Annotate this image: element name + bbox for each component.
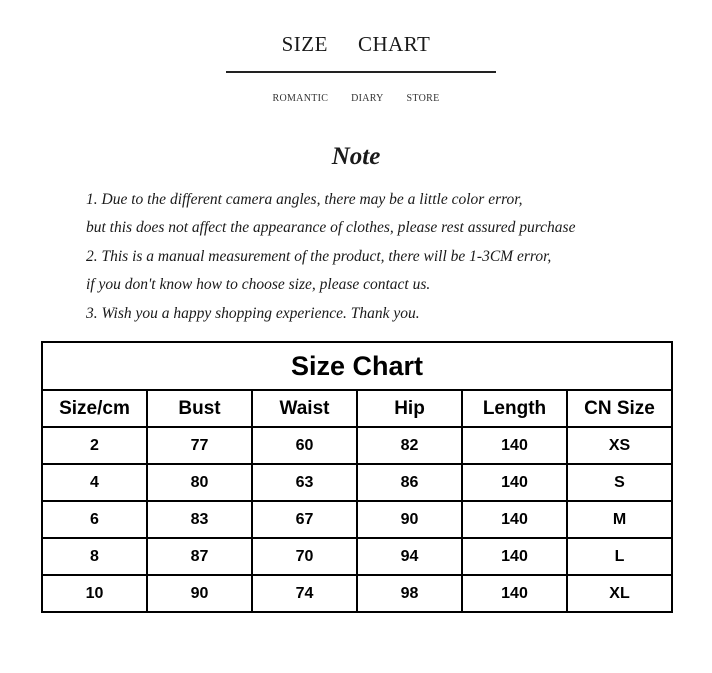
table-row: [42, 464, 672, 501]
size-chart-table: [41, 341, 673, 613]
column-header: CN Size: [567, 390, 672, 427]
table-row: [42, 575, 672, 612]
brand-name: [0, 93, 712, 104]
column-header: Bust: [147, 390, 252, 427]
table-cell: S: [567, 464, 672, 501]
brand-word: DIARY: [351, 93, 384, 104]
table-cell: 140: [462, 575, 567, 612]
column-header: Waist: [252, 390, 357, 427]
table-cell: 67: [252, 501, 357, 538]
table-caption-row: [42, 342, 672, 390]
table-cell: 82: [357, 427, 462, 464]
table-cell: 80: [147, 464, 252, 501]
table-cell: 74: [252, 575, 357, 612]
title-size: SIZE: [281, 32, 328, 56]
table-cell: 4: [42, 464, 147, 501]
table-cell: 87: [147, 538, 252, 575]
table-cell: 77: [147, 427, 252, 464]
table-caption: Size Chart: [42, 342, 672, 390]
table-cell: 94: [357, 538, 462, 575]
note-line: 3. Wish you a happy shopping experience. Thank you.: [86, 304, 420, 322]
page-title: [0, 32, 712, 57]
column-header: Hip: [357, 390, 462, 427]
table-cell: 8: [42, 538, 147, 575]
note-line: 2. This is a manual measurement of the product, there will be 1-3CM error,: [86, 247, 552, 265]
note-line: but this does not affect the appearance of clothes, please rest assured purchase: [86, 219, 576, 237]
table-cell: 140: [462, 501, 567, 538]
table-row: [42, 538, 672, 575]
table-cell: 70: [252, 538, 357, 575]
note-line: if you don't know how to choose size, please contact us.: [86, 276, 431, 294]
brand-word: ROMANTIC: [272, 93, 329, 104]
table-cell: 90: [147, 575, 252, 612]
note-list: [86, 189, 686, 331]
table-cell: 83: [147, 501, 252, 538]
table-row: [42, 427, 672, 464]
table-cell: 6: [42, 501, 147, 538]
title-divider: [226, 71, 496, 73]
title-chart: CHART: [357, 32, 431, 56]
table-cell: 140: [462, 464, 567, 501]
table-cell: 60: [252, 427, 357, 464]
table-cell: 10: [42, 575, 147, 612]
note-heading: Note: [331, 143, 381, 170]
table-cell: 140: [462, 427, 567, 464]
table-cell: 90: [357, 501, 462, 538]
table-row: [42, 501, 672, 538]
table-cell: 2: [42, 427, 147, 464]
brand-word: STORE: [406, 93, 440, 104]
table-header-row: [42, 390, 672, 427]
table-cell: XS: [567, 427, 672, 464]
table-cell: L: [567, 538, 672, 575]
table-cell: 86: [357, 464, 462, 501]
table-cell: XL: [567, 575, 672, 612]
table-cell: 140: [462, 538, 567, 575]
column-header: Length: [462, 390, 567, 427]
column-header: Size/cm: [42, 390, 147, 427]
note-line: 1. Due to the different camera angles, there may be a little color error,: [86, 191, 523, 208]
table-cell: 63: [252, 464, 357, 501]
table-cell: 98: [357, 575, 462, 612]
table-cell: M: [567, 501, 672, 538]
